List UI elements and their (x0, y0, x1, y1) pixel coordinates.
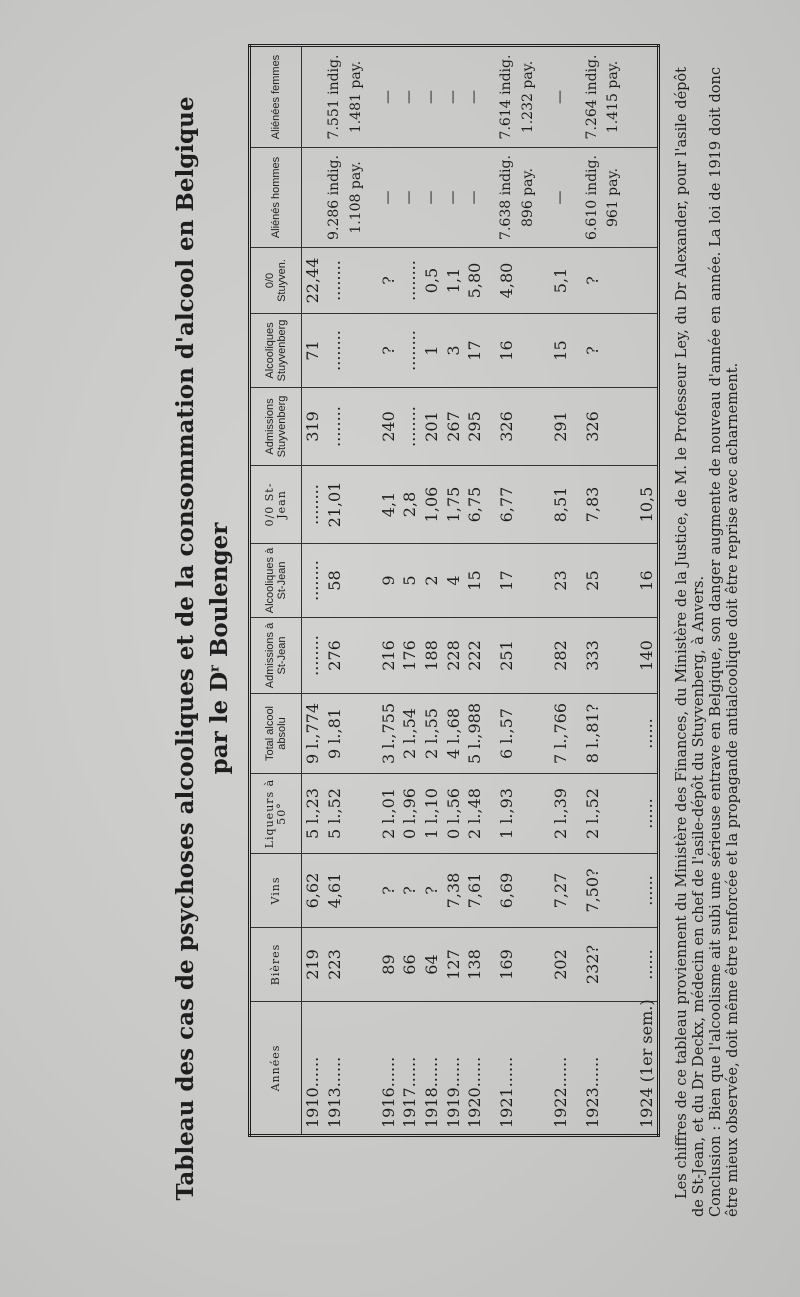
table-row (421, 46, 443, 1136)
cell-hommes: — (399, 148, 421, 248)
cell-adm_st: 240 (377, 388, 399, 466)
cell-femmes (635, 46, 658, 148)
cell-vins: ...... (635, 854, 658, 928)
cell-vins: ? (421, 854, 443, 928)
cell-alc_sj: 16 (635, 544, 658, 618)
cell-hommes: 1.108 pay. (345, 148, 367, 248)
table-subtitle (206, 0, 233, 1297)
cell-bieres: 127 (442, 928, 464, 1002)
cell-total: 3 l.,755 (377, 694, 399, 774)
cell-liqueurs: ...... (635, 774, 658, 854)
footnote-conclusion: Conclusion : Bien que l'alcoolisme ait subi une sérieuse entrave en Belgique, son danger augmente de nouveau d'année en année. La loi de 1919 doit donc être mieux observée, doit même être renforcée et la propagande antialcoolique doit être reprise avec acharnement. (708, 67, 741, 1217)
cell-pct_st (518, 248, 540, 314)
cell-hommes (635, 148, 658, 248)
cell-vins: 4,61 (324, 854, 346, 928)
cell-vins (345, 854, 367, 928)
cell-annee (518, 1002, 540, 1136)
table-row (399, 46, 421, 1136)
cell-alc_st: ........ (399, 314, 421, 388)
cell-hommes: — (442, 148, 464, 248)
cell-vins (603, 854, 625, 928)
cell-hommes: 6.610 indig. (581, 148, 603, 248)
cell-total: 5 l.,988 (464, 694, 486, 774)
cell-adm_st: 326 (496, 388, 518, 466)
cell-hommes: 9.286 indig. (324, 148, 346, 248)
header-liqueurs: Liqueurs à 50° (250, 774, 302, 854)
table-title: Tableau des cas de psychoses alcooliques et de la consommation d'alcool en Belgique (172, 96, 199, 1201)
cell-annee: 1918...... (421, 1002, 443, 1136)
cell-alc_st: 16 (496, 314, 518, 388)
cell-femmes: — (421, 46, 443, 148)
table-row (635, 46, 658, 1136)
cell-pct_st: 22,44 (302, 248, 324, 314)
table-row (442, 46, 464, 1136)
cell-vins: 7,27 (550, 854, 572, 928)
cell-adm_st: 319 (302, 388, 324, 466)
header-alcooliques-st-jean: Alcooliques à St-Jean (250, 544, 302, 618)
cell-alc_st: ? (377, 314, 399, 388)
table-row (324, 46, 346, 1136)
header-vins: Vins (250, 854, 302, 928)
cell-alc_sj (345, 544, 367, 618)
cell-pct_st: ........ (324, 248, 346, 314)
cell-liqueurs: 0 l.,56 (442, 774, 464, 854)
cell-alc_sj: 15 (464, 544, 486, 618)
cell-adm_st (603, 388, 625, 466)
cell-annee: 1922...... (550, 1002, 572, 1136)
subtitle-pre: par le D (206, 671, 233, 775)
cell-total: ...... (635, 694, 658, 774)
cell-adm_sj: 176 (399, 618, 421, 694)
cell-adm_st (635, 388, 658, 466)
cell-liqueurs (518, 774, 540, 854)
cell-adm_sj: 216 (377, 618, 399, 694)
cell-femmes: — (550, 46, 572, 148)
subtitle-post: Boulenger (206, 522, 233, 666)
header-pct-st-jean: 0/0 St-Jean (250, 466, 302, 544)
cell-pct_st: ? (581, 248, 603, 314)
table-row (518, 46, 540, 1136)
cell-adm_st: 201 (421, 388, 443, 466)
row-spacer (571, 46, 581, 1136)
header-admissions-stuyvenberg: Admissions Stuyvenberg (250, 388, 302, 466)
cell-femmes: 7.614 indig. (496, 46, 518, 148)
cell-alc_sj: 2 (421, 544, 443, 618)
cell-bieres: 89 (377, 928, 399, 1002)
cell-annee: 1913...... (324, 1002, 346, 1136)
cell-bieres: ...... (635, 928, 658, 1002)
cell-pct_st: 5,1 (550, 248, 572, 314)
cell-total: 2 l.,54 (399, 694, 421, 774)
header-alienes-hommes: Aliénés hommes (250, 148, 302, 248)
header-row (250, 46, 302, 1136)
cell-adm_st: 267 (442, 388, 464, 466)
table-row (464, 46, 486, 1136)
cell-pct_sj (603, 466, 625, 544)
cell-femmes: — (377, 46, 399, 148)
cell-adm_st: ........ (399, 388, 421, 466)
cell-hommes: 896 pay. (518, 148, 540, 248)
cell-vins: 6,62 (302, 854, 324, 928)
cell-pct_sj: 4,1 (377, 466, 399, 544)
cell-liqueurs: 2 l.,39 (550, 774, 572, 854)
cell-hommes: — (464, 148, 486, 248)
cell-pct_sj: 1,06 (421, 466, 443, 544)
cell-bieres (345, 928, 367, 1002)
cell-pct_sj: 2,8 (399, 466, 421, 544)
row-spacer (539, 46, 549, 1136)
cell-femmes: 1.415 pay. (603, 46, 625, 148)
cell-annee: 1917...... (399, 1002, 421, 1136)
cell-alc_sj: 25 (581, 544, 603, 618)
cell-vins (518, 854, 540, 928)
cell-pct_sj: 21,01 (324, 466, 346, 544)
cell-alc_st: 17 (464, 314, 486, 388)
cell-annee: 1924 (1er sem.) (635, 1002, 658, 1136)
cell-adm_sj: 222 (464, 618, 486, 694)
cell-annee (345, 1002, 367, 1136)
cell-adm_sj: 228 (442, 618, 464, 694)
cell-adm_sj (518, 618, 540, 694)
table-row (345, 46, 367, 1136)
cell-alc_st: 15 (550, 314, 572, 388)
table-row (581, 46, 603, 1136)
header-alcooliques-stuyvenberg: Alcooliques Stuyvenberg (250, 314, 302, 388)
row-spacer (625, 46, 635, 1136)
cell-pct_sj: 6,75 (464, 466, 486, 544)
cell-alc_st (603, 314, 625, 388)
cell-vins: 7,50? (581, 854, 603, 928)
cell-alc_st (345, 314, 367, 388)
cell-alc_sj: 5 (399, 544, 421, 618)
cell-total: 8 l.,81? (581, 694, 603, 774)
cell-femmes: — (399, 46, 421, 148)
header-annees: Années (250, 1002, 302, 1136)
cell-total: 9 l.,774 (302, 694, 324, 774)
cell-liqueurs (345, 774, 367, 854)
cell-hommes: — (550, 148, 572, 248)
table-row (496, 46, 518, 1136)
cell-adm_st: 291 (550, 388, 572, 466)
cell-adm_sj: 333 (581, 618, 603, 694)
cell-alc_st: ? (581, 314, 603, 388)
header-alienees-femmes: Aliénées femmes (250, 46, 302, 148)
cell-pct_sj (518, 466, 540, 544)
cell-adm_st (518, 388, 540, 466)
cell-liqueurs: 0 l.,96 (399, 774, 421, 854)
cell-pct_st: ? (377, 248, 399, 314)
cell-annee: 1916...... (377, 1002, 399, 1136)
table-row (603, 46, 625, 1136)
cell-total: 4 l.,68 (442, 694, 464, 774)
footnote (674, 67, 742, 1217)
cell-alc_sj: 17 (496, 544, 518, 618)
cell-bieres: 138 (464, 928, 486, 1002)
cell-liqueurs: 5 l.,23 (302, 774, 324, 854)
cell-liqueurs: 5 l.,52 (324, 774, 346, 854)
cell-alc_st: ........ (324, 314, 346, 388)
cell-hommes (302, 148, 324, 248)
cell-liqueurs: 2 l.,01 (377, 774, 399, 854)
cell-alc_st: 3 (442, 314, 464, 388)
cell-total: 9 l.,81 (324, 694, 346, 774)
cell-adm_st (345, 388, 367, 466)
cell-vins: 7,61 (464, 854, 486, 928)
header-admissions-st-jean: Admissions à St-Jean (250, 618, 302, 694)
cell-alc_sj: 23 (550, 544, 572, 618)
statistics-table (248, 44, 660, 1137)
cell-adm_sj: 188 (421, 618, 443, 694)
cell-pct_sj (345, 466, 367, 544)
cell-pct_st: ........ (399, 248, 421, 314)
cell-alc_sj (603, 544, 625, 618)
cell-alc_st: 1 (421, 314, 443, 388)
cell-alc_sj: 4 (442, 544, 464, 618)
cell-femmes: 7.264 indig. (581, 46, 603, 148)
table-row (302, 46, 324, 1136)
cell-bieres: 66 (399, 928, 421, 1002)
cell-pct_sj: 6,77 (496, 466, 518, 544)
footnote-sources: Les chiffres de ce tableau proviennent du Ministère des Finances, du Ministère de la Justice, de M. le Professeur Ley, du Dr Alexander, pour l'asile dépôt de St-Jean, et du Dr Deckx, médecin en chef de l'asile-dépôt du Stuyvenberg, à Anvers. (674, 67, 707, 1217)
cell-total: 7 l.,766 (550, 694, 572, 774)
cell-annee: 1920...... (464, 1002, 486, 1136)
cell-adm_sj: 140 (635, 618, 658, 694)
cell-annee: 1921...... (496, 1002, 518, 1136)
cell-pct_st (635, 248, 658, 314)
cell-femmes (302, 46, 324, 148)
cell-adm_sj (603, 618, 625, 694)
cell-total (345, 694, 367, 774)
cell-liqueurs: 2 l.,52 (581, 774, 603, 854)
cell-femmes: — (442, 46, 464, 148)
cell-bieres: 219 (302, 928, 324, 1002)
cell-femmes: — (464, 46, 486, 148)
cell-adm_st: ........ (324, 388, 346, 466)
cell-pct_sj: 1,75 (442, 466, 464, 544)
cell-adm_sj: 282 (550, 618, 572, 694)
cell-alc_sj: 9 (377, 544, 399, 618)
cell-hommes: — (421, 148, 443, 248)
cell-adm_sj: ........ (302, 618, 324, 694)
cell-pct_st: 0,5 (421, 248, 443, 314)
cell-total: 2 l.,55 (421, 694, 443, 774)
header-total-alcool: Total alcool absolu (250, 694, 302, 774)
table-row (377, 46, 399, 1136)
cell-pct_sj: 7,83 (581, 466, 603, 544)
cell-pct_sj: 10,5 (635, 466, 658, 544)
cell-bieres (518, 928, 540, 1002)
header-pct-stuyvenberg: 0/0 Stuyven. (250, 248, 302, 314)
cell-femmes: 7.551 indig. (324, 46, 346, 148)
cell-annee (603, 1002, 625, 1136)
cell-total (603, 694, 625, 774)
cell-annee: 1923...... (581, 1002, 603, 1136)
table-row (550, 46, 572, 1136)
cell-vins: 7,38 (442, 854, 464, 928)
cell-pct_st (603, 248, 625, 314)
cell-alc_st (635, 314, 658, 388)
cell-adm_sj: 251 (496, 618, 518, 694)
cell-pct_st (345, 248, 367, 314)
cell-pct_st: 5,80 (464, 248, 486, 314)
cell-alc_st: 71 (302, 314, 324, 388)
subtitle-sup: r (207, 665, 223, 672)
cell-femmes: 1.232 pay. (518, 46, 540, 148)
cell-total (518, 694, 540, 774)
cell-bieres: 64 (421, 928, 443, 1002)
header-bieres: Bières (250, 928, 302, 1002)
cell-alc_sj: ........ (302, 544, 324, 618)
cell-adm_sj: 276 (324, 618, 346, 694)
row-spacer (486, 46, 496, 1136)
row-spacer (367, 46, 377, 1136)
cell-liqueurs: 1 l.,10 (421, 774, 443, 854)
cell-femmes: 1.481 pay. (345, 46, 367, 148)
cell-pct_sj: 8,51 (550, 466, 572, 544)
cell-pct_st: 1,1 (442, 248, 464, 314)
cell-annee: 1910...... (302, 1002, 324, 1136)
cell-liqueurs (603, 774, 625, 854)
cell-adm_sj (345, 618, 367, 694)
cell-bieres: 232? (581, 928, 603, 1002)
cell-adm_st: 326 (581, 388, 603, 466)
cell-pct_st: 4,80 (496, 248, 518, 314)
cell-vins: ? (399, 854, 421, 928)
cell-pct_sj: ........ (302, 466, 324, 544)
cell-hommes: 961 pay. (603, 148, 625, 248)
cell-annee: 1919...... (442, 1002, 464, 1136)
cell-liqueurs: 2 l.,48 (464, 774, 486, 854)
cell-hommes: — (377, 148, 399, 248)
cell-alc_st (518, 314, 540, 388)
cell-bieres: 169 (496, 928, 518, 1002)
cell-bieres (603, 928, 625, 1002)
cell-vins: ? (377, 854, 399, 928)
cell-alc_sj (518, 544, 540, 618)
cell-adm_st: 295 (464, 388, 486, 466)
cell-alc_sj: 58 (324, 544, 346, 618)
cell-vins: 6,69 (496, 854, 518, 928)
cell-liqueurs: 1 l.,93 (496, 774, 518, 854)
cell-bieres: 202 (550, 928, 572, 1002)
cell-hommes: 7.638 indig. (496, 148, 518, 248)
cell-total: 6 l.,57 (496, 694, 518, 774)
cell-bieres: 223 (324, 928, 346, 1002)
